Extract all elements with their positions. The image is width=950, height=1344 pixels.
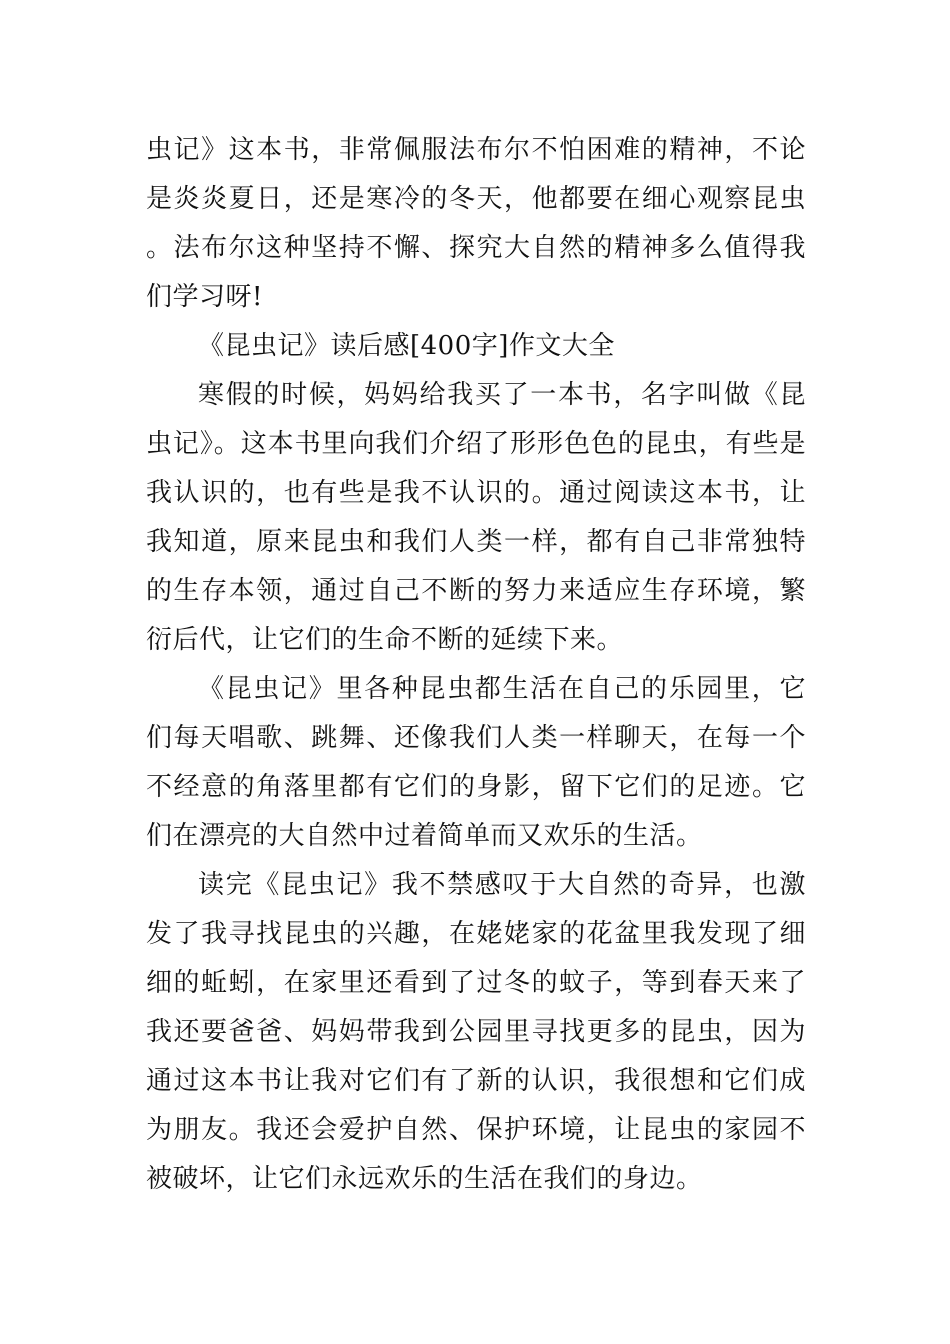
body-paragraph-3: 读完《昆虫记》我不禁感叹于大自然的奇异，也激发了我寻找昆虫的兴趣，在姥姥家的花盆里我发现了细细的蚯蚓，在家里还看到了过冬的蚊子，等到春天来了我还要爸爸、妈妈带我到公园里寻找更多的昆虫，因为通过这本书让我对它们有了新的认识，我很想和它们成为朋友。我还会爱护自然、保护环境，让昆虫的家园不被破坏，让它们永远欢乐的生活在我们的身边。 <box>146 870 806 1194</box>
continuation-paragraph: 虫记》这本书，非常佩服法布尔不怕困难的精神，不论是炎炎夏日，还是寒冷的冬天，他都要在细心观察昆虫。法布尔这种坚持不懈、探究大自然的精神多么值得我们学习呀! <box>146 135 806 312</box>
section-title: 《昆虫记》读后感[400字]作文大全 <box>198 331 615 361</box>
body-paragraph-1: 寒假的时候，妈妈给我买了一本书，名字叫做《昆虫记》。这本书里向我们介绍了形形色色的昆虫，有些是我认识的，也有些是我不认识的。通过阅读这本书，让我知道，原来昆虫和我们人类一样，都有自己非常独特的生存本领，通过自己不断的努力来适应生存环境，繁衍后代，让它们的生命不断的延续下来。 <box>146 380 806 655</box>
document-body <box>146 126 806 1204</box>
body-paragraph-2: 《昆虫记》里各种昆虫都生活在自己的乐园里，它们每天唱歌、跳舞、还像我们人类一样聊天，在每一个不经意的角落里都有它们的身影，留下它们的足迹。它们在漂亮的大自然中过着简单而又欢乐的生活。 <box>146 674 806 851</box>
